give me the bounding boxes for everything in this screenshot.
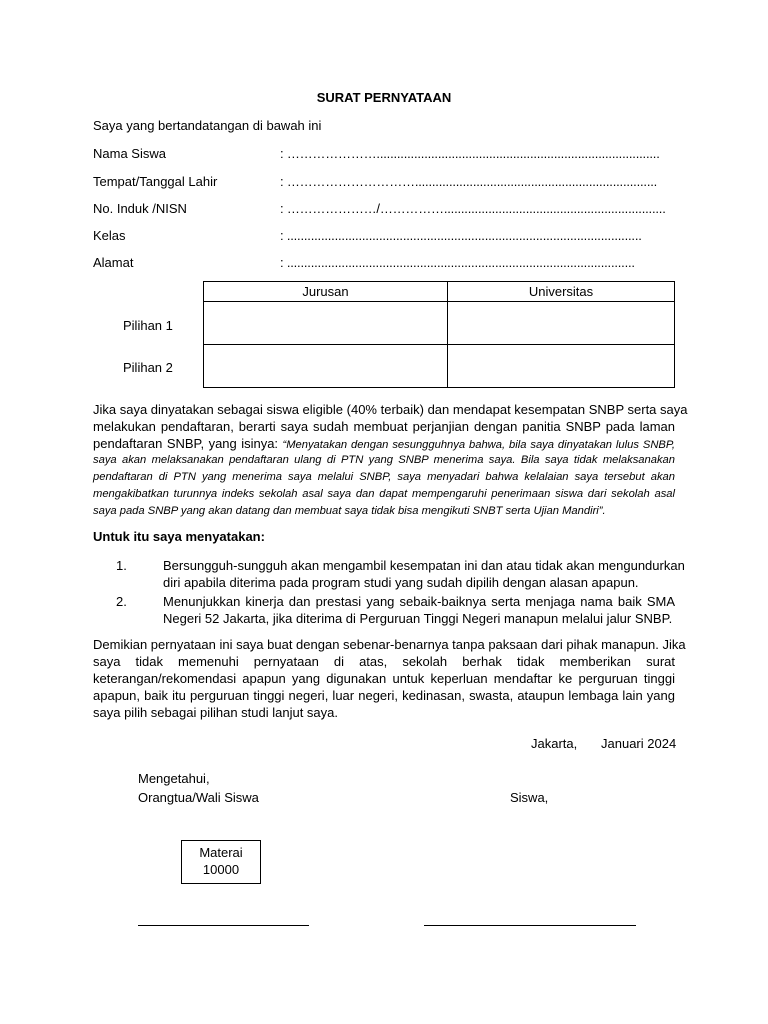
choice1-jurusan-cell[interactable]	[204, 302, 448, 345]
paragraph-line	[93, 435, 675, 452]
choice2-jurusan-cell[interactable]	[204, 345, 448, 388]
intro-text: Saya yang bertandatangan di bawah ini	[93, 118, 322, 133]
table-row-label-2: Pilihan 2	[123, 360, 173, 375]
acknowledged-text: Mengetahui,	[138, 771, 210, 786]
quote-line: saya pada SNBP yang akan datang dan membuat saya tidak bisa mengikuti SNBT serta Ujian Mandiri”.	[93, 505, 606, 517]
statement-item-1	[163, 557, 685, 591]
paragraph-line: keterangan/rekomendasi apapun yang digunakan untuk keperluan mendaftar ke perguruan tinggi	[93, 671, 675, 686]
field-value-nama: : …………………...................................................................................	[280, 146, 660, 161]
table-header-universitas: Universitas	[448, 282, 675, 302]
statement-line: Bersungguh-sungguh akan mengambil kesempatan ini dan atau tidak akan mengundurkan	[163, 558, 685, 573]
field-label-kelas: Kelas	[93, 228, 126, 243]
choice1-universitas-cell[interactable]	[448, 302, 675, 345]
paragraph-line: Jika saya dinyatakan sebagai siswa eligible (40% terbaik) dan mendapat kesempatan SNBP serta saya	[93, 402, 688, 417]
place-text: Jakarta,	[531, 736, 578, 751]
paragraph-line: apapun, baik itu perguruan tinggi negeri, luar negeri, kedinasan, swasta, ataupun lembaga lain yang	[93, 688, 675, 703]
statement-line: Menunjukkan kinerja dan prestasi yang sebaik-baiknya serta menjaga nama baik SMA	[163, 594, 675, 609]
table-row-label-1: Pilihan 1	[123, 318, 173, 333]
paragraph-line: saya tidak memenuhi pernyataan di atas, sekolah berhak tidak memberikan surat	[93, 654, 675, 669]
field-value-ttl: : ………………………….......................................................................	[280, 174, 658, 189]
quote-line: saya akan melaksanakan pendaftaran ulang di PTN yang SNBP menerima saya. Bila saya tidak melaksanakan	[93, 454, 675, 466]
parent-signature-label: Orangtua/Wali Siswa	[138, 790, 259, 805]
student-signature-label: Siswa,	[510, 790, 549, 805]
statement-line: Negeri 52 Jakarta, jika diterima di Perguruan Tinggi Negeri manapun melalui jalur SNBP.	[163, 611, 673, 626]
parent-signature-line	[138, 925, 309, 926]
field-value-nisn: : …………………/…………….................................................................	[280, 201, 666, 216]
quote-line: pendaftaran di PTN yang menerima saya melalui SNBP, saya menyadari bahwa kelalaian saya tersebut akan	[93, 471, 675, 483]
student-signature-line	[424, 925, 636, 926]
field-label-nisn: No. Induk /NISN	[93, 201, 187, 216]
materai-value: 10000	[202, 862, 240, 877]
eligibility-paragraph	[93, 401, 688, 520]
field-label-alamat: Alamat	[93, 255, 134, 270]
statement-heading: Untuk itu saya menyatakan:	[93, 529, 265, 544]
paragraph-prefix: pendaftaran SNBP, yang isinya:	[93, 436, 283, 451]
materai-stamp-box	[181, 840, 261, 884]
field-label-ttl: Tempat/Tanggal Lahir	[93, 174, 218, 189]
statement-line: diri apabila diterima pada program studi yang sudah dipilih dengan alasan apapun.	[163, 575, 639, 590]
quote-text: “Menyatakan dengan sesungguhnya bahwa, bila saya dinyatakan lulus SNBP,	[282, 439, 675, 451]
materai-label: Materai	[199, 845, 243, 860]
field-value-alamat: : ......................................................................................................	[280, 255, 635, 270]
choices-table	[203, 281, 675, 388]
choice2-universitas-cell[interactable]	[448, 345, 675, 388]
statement-item-2	[163, 593, 675, 627]
paragraph-line: Demikian pernyataan ini saya buat dengan sebenar-benarnya tanpa paksaan dari pihak manapun. Jika	[93, 637, 686, 652]
closing-paragraph	[93, 636, 686, 721]
date-text: Januari 2024	[601, 736, 677, 751]
field-value-kelas: : ........................................................................................................	[280, 228, 642, 243]
paragraph-line: saya pilih sebagai pilihan studi lanjut saya.	[93, 705, 338, 720]
statement-number-2: 2.	[116, 594, 127, 609]
statement-number-1: 1.	[116, 558, 127, 573]
field-label-nama: Nama Siswa	[93, 146, 166, 161]
quote-line: mengakibatkan turunnya indeks sekolah asal saya dan dapat mempengaruhi penerimaan siswa dari sekolah asal	[93, 488, 675, 500]
table-header-jurusan: Jurusan	[204, 282, 448, 302]
document-title: SURAT PERNYATAAN	[316, 90, 452, 105]
paragraph-line: melakukan pendaftaran, berarti saya sudah membuat perjanjian dengan panitia SNBP pada laman	[93, 419, 675, 434]
